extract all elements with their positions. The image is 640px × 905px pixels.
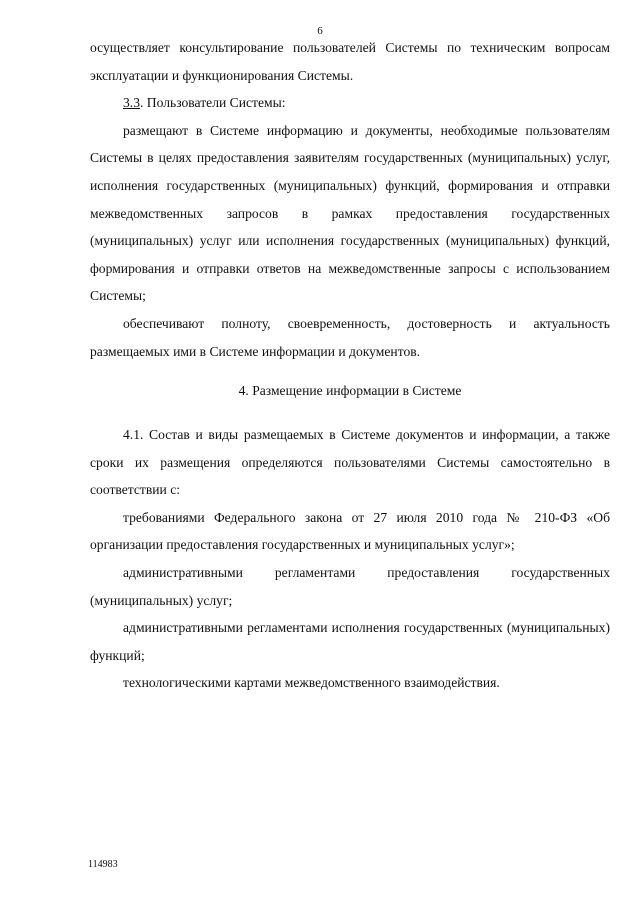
clause-3-3-heading	[90, 89, 610, 117]
paragraph-4-1: 4.1. Состав и виды размещаемых в Системе документов и информации, а также сроки их размещения определяются пользователями Системы самостоятельно в соответствии с:	[90, 427, 610, 498]
paragraph-users-post-info: размещают в Системе информацию и документы, необходимые пользователям Системы в целях предоставления заявителям государственных (муниципальных) услуг, исполнения государственных (муниципальных) функций, формирования и отправки межведомственных запросов в рамках предоставления государственных (муниципальных) услуг или исполнения государственных (муниципальных) функций, формирования и отправки ответов на межведомственные запросы с использованием Системы;	[90, 122, 610, 304]
document-code: 114983	[88, 859, 118, 870]
clause-title: . Пользователи Системы:	[140, 95, 286, 111]
clause-number: 3.3	[123, 95, 140, 111]
page-number: 6	[317, 25, 323, 37]
section-4-text-block	[90, 421, 610, 697]
paragraph-consulting: осуществляет консультирование пользователей Системы по техническим вопросам эксплуатации и функционирования Системы.	[90, 40, 610, 83]
list-item-tech-maps: технологическими картами межведомственного взаимодействия.	[123, 675, 500, 691]
section-4-heading: 4. Размещение информации в Системе	[238, 383, 462, 398]
section-3-text-block	[90, 34, 610, 365]
list-item-admin-regulations-services: административными регламентами предоставления государственных (муниципальных) услуг;	[90, 564, 610, 608]
list-item-federal-law: требованиями Федерального закона от 27 июля 2010 года № 210-ФЗ «Об организации предоставления государственных и муниципальных услуг»;	[90, 509, 610, 553]
paragraph-users-ensure: обеспечивают полноту, своевременность, достоверность и актуальность размещаемых ими в Системе информации и документов.	[90, 315, 610, 359]
list-item-admin-regulations-functions: административными регламентами исполнения государственных (муниципальных) функций;	[90, 620, 610, 663]
